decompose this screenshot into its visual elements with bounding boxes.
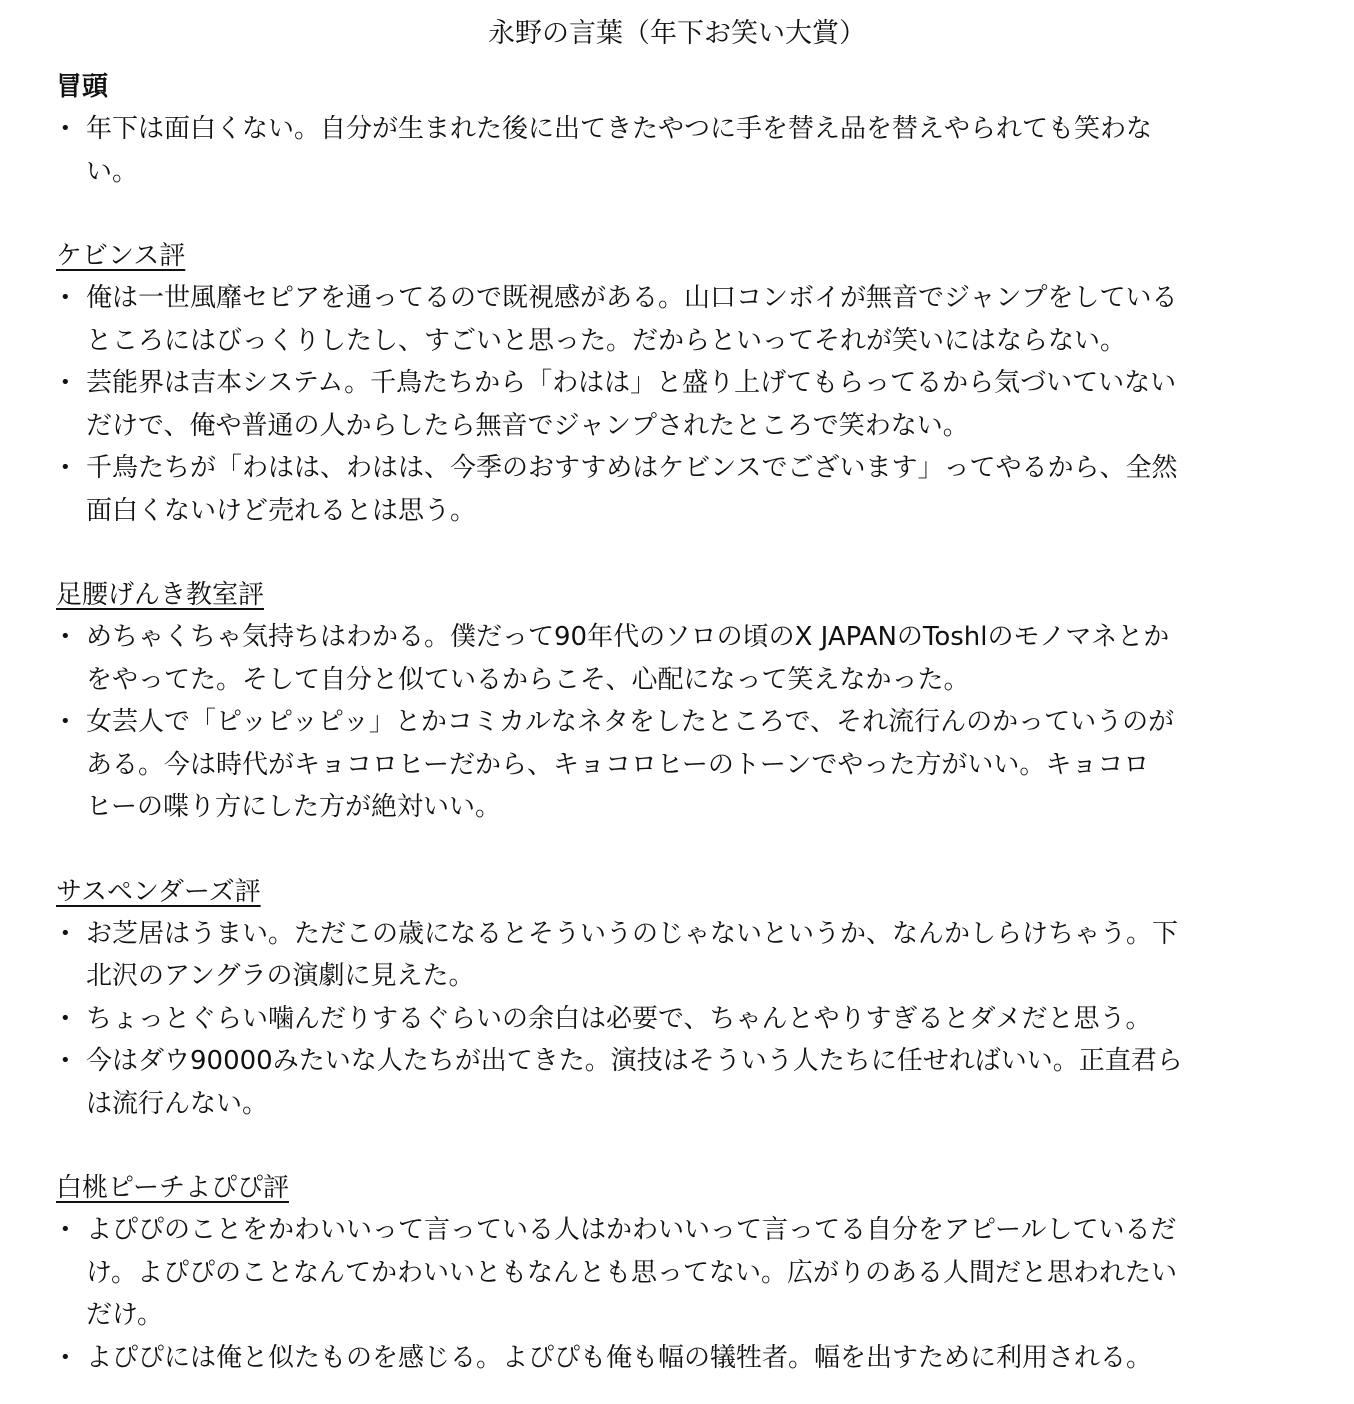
list-item [56, 1337, 1256, 1380]
list-item [56, 913, 1256, 998]
bullet-icon: • [60, 457, 71, 478]
list-item [56, 616, 1256, 701]
section-heading: ケビンス評 [56, 241, 186, 271]
section-heading: サスペンダーズ評 [56, 876, 261, 907]
list-item-text: お芝居はうまい。ただこの歳になるとそういうのじゃないというか、なんかしらけちゃう。下 北沢のアングラの演劇に見えた。 [86, 918, 1179, 991]
bullet-list [56, 277, 1256, 532]
bullet-icon: • [60, 287, 71, 308]
page-title: 永野の言葉（年下お笑い大賞） [488, 18, 866, 49]
list-item-text: 今はダウ90000みたいな人たちが出てきた。演技はそういう人たちに任せればいい。正直君ら は流行んない。 [86, 1046, 1183, 1119]
section-suspenders [56, 871, 1354, 1126]
bullet-icon: • [60, 1346, 71, 1368]
bullet-icon: • [60, 1007, 71, 1029]
bullet-icon: • [60, 626, 71, 647]
section-heading: 足腰げんき教室評 [56, 580, 265, 610]
section-hakuto-peach [56, 1167, 1354, 1379]
list-item-text: 女芸人で「ピッピッピッ」とかコミカルなネタをしたところで、それ流行んのかっていうのが ある。今は時代がキョコロヒーだから、キョコロヒーのトーンでやった方がいい。キョコロ ヒーの喋り方にした方が絶対いい。 [86, 707, 1175, 822]
bullet-list [56, 1209, 1256, 1379]
list-item [56, 277, 1256, 362]
bullet-icon: • [60, 372, 71, 393]
section-kevins [56, 235, 1354, 532]
list-item-text: よぴぴには俺と似たものを感じる。よぴぴも俺も幅の犠牲者。幅を出すために利用される。 [86, 1342, 1153, 1373]
list-item-text: 俺は一世風靡セピアを通ってるので既視感がある。山口コンボイが無音でジャンプをしている ところにはびっくりしたし、すごいと思った。だからといってそれが笑いにはならない。 [86, 283, 1178, 356]
bullet-list [56, 616, 1256, 829]
bullet-icon: • [60, 118, 71, 139]
list-item [56, 998, 1256, 1041]
list-item [56, 701, 1256, 829]
list-item-text: よぴぴのことをかわいいって言っている人はかわいいって言ってる自分をアピールしているだ け。よぴぴのことなんてかわいいともなんとも思ってない。広がりのある人間だと思われたい だけ。 [86, 1215, 1177, 1330]
section-intro [56, 66, 1354, 193]
list-item [56, 447, 1256, 532]
bullet-icon: • [60, 922, 71, 944]
bullet-list [56, 913, 1256, 1126]
section-heading: 白桃ピーチよぴぴ評 [56, 1173, 289, 1203]
bullet-icon: • [60, 1219, 71, 1240]
bullet-icon: • [60, 711, 71, 732]
list-item [56, 1209, 1256, 1337]
list-item [56, 1040, 1256, 1125]
list-item-text: 年下は面白くない。自分が生まれた後に出てきたやつに手を替え品を替えやられても笑わな い。 [86, 114, 1153, 187]
list-item-text: 芸能界は吉本システム。千鳥たちから「わはは」と盛り上げてもらってるから気づいていない だけで、俺や普通の人からしたら無音でジャンプされたところで笑わない。 [86, 368, 1177, 441]
list-item-text: ちょっとぐらい噛んだりするぐらいの余白は必要で、ちゃんとやりすぎるとダメだと思う。 [86, 1003, 1152, 1034]
list-item [56, 108, 1256, 193]
section-ashikoshi [56, 574, 1354, 829]
section-heading: 冒頭 [56, 72, 109, 102]
bullet-list [56, 108, 1256, 193]
list-item [56, 362, 1256, 447]
list-item-text: めちゃくちゃ気持ちはわかる。僕だって90年代のソロの頃のX JAPANのToshlのモノマネとか をやってた。そして自分と似ているからこそ、心配になって笑えなかった。 [86, 622, 1170, 695]
list-item-text: 千鳥たちが「わはは、わはは、今季のおすすめはケビンスでございます」ってやるから、全然 面白くないけど売れるとは思う。 [86, 453, 1178, 526]
bullet-icon: • [60, 1050, 71, 1071]
